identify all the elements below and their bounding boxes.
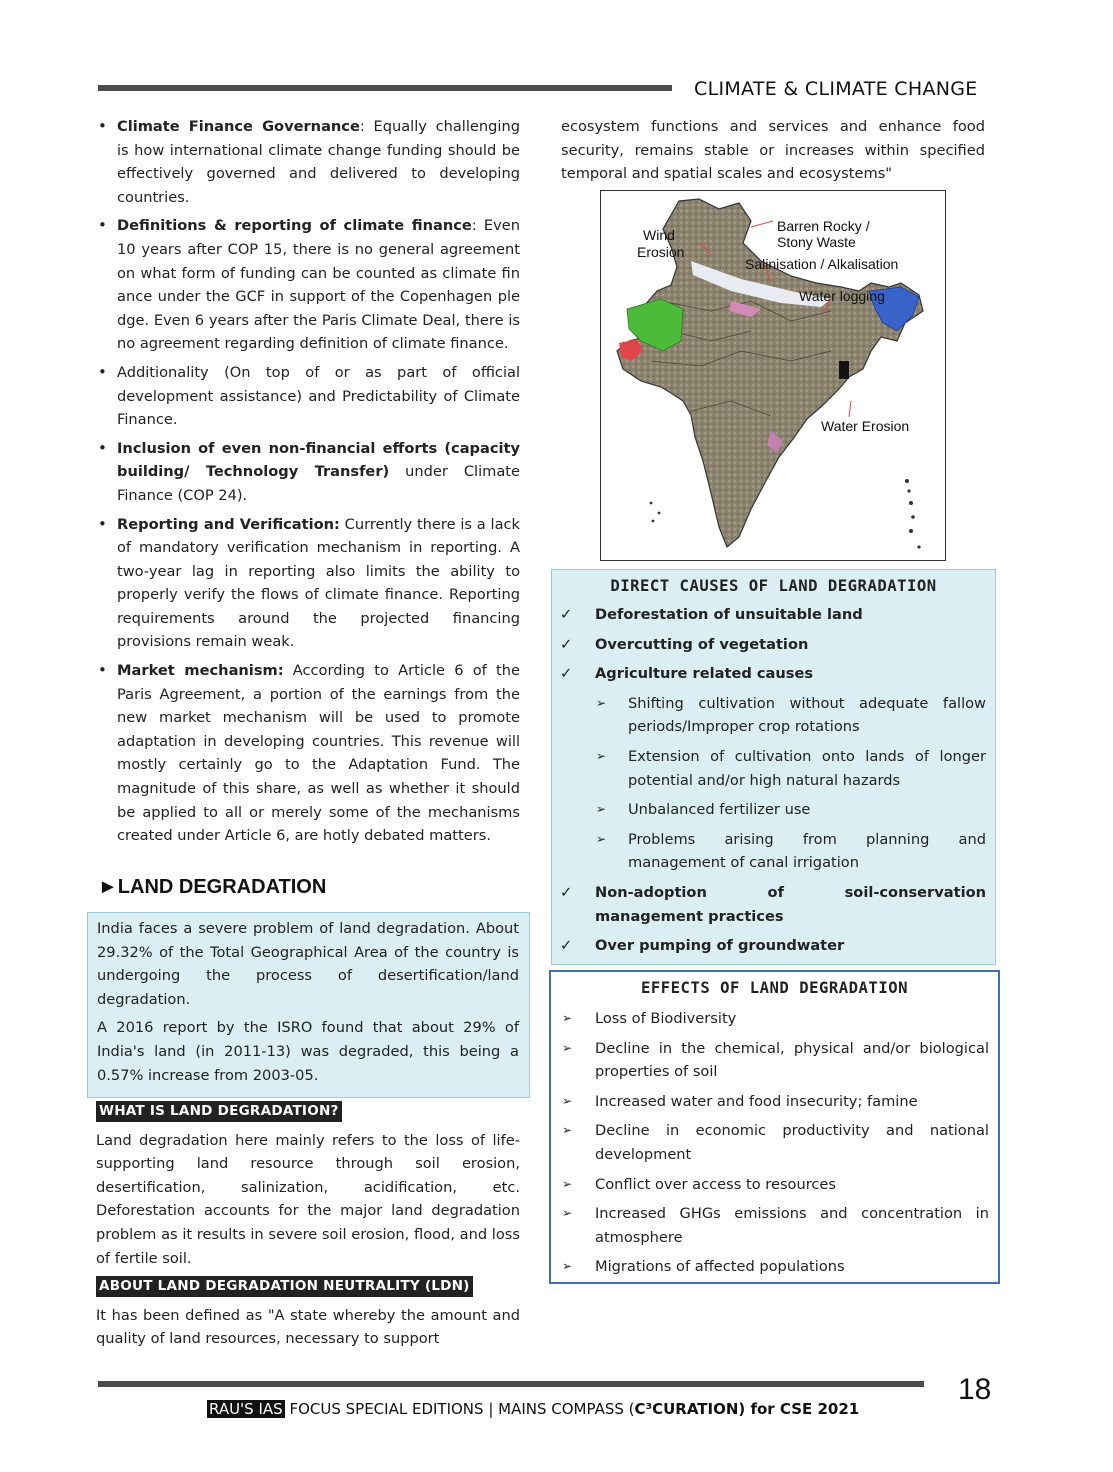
list-item: • Definitions & reporting of climate finance: Even 10 years after COP 15, there is no general agreement on what form of funding can be counted as climate fin ance under the GCF in support of the Copenhagen ple dge. Even 6 years after the Paris Climate Deal, there is no agreement regarding definition of climate finance. <box>96 214 520 356</box>
check-icon: ✓ <box>560 665 573 683</box>
box-title: EFFECTS OF LAND DEGRADATION <box>641 979 908 997</box>
arrow-icon: ➢ <box>562 1259 573 1274</box>
footer-text: RAU'S IAS FOCUS SPECIAL EDITIONS | MAINS COMPASS (C³CURATION) for CSE 2021 <box>209 1400 860 1418</box>
ldn-text: It has been defined as "A state whereby the amount and quality of land resources, necessary to support <box>96 1306 520 1348</box>
right-column-text: ecosystem functions and services and enhance food security, remains stable or increases within specified temporal and spatial scales and ecosystems" <box>561 118 985 183</box>
arrow-icon: ➢ <box>596 748 607 763</box>
arrow-icon: ➢ <box>596 695 607 710</box>
arrow-icon: ➢ <box>562 1123 573 1138</box>
list-item: • Market mechanism: According to Article 6 of the Paris Agreement, a portion of the earnings from the new market mechanism will be used to promote adaptation in developing countries. This revenue will mostly certainly go to the Adaptation Fund. The magnitude of this share, as well as whether it should be applied to all or merely some of the mechanisms created under Article 6, are hotly debated matters. <box>96 659 520 848</box>
arrow-icon: ➢ <box>562 1093 573 1108</box>
svg-text:Stony Waste: Stony Waste <box>777 234 856 250</box>
svg-text:Erosion: Erosion <box>637 244 685 260</box>
india-map-icon <box>601 191 945 560</box>
check-icon: ✓ <box>560 606 573 623</box>
list-item: ➢ Shifting cultivation without adequate fallow periods/Improper crop rotations <box>560 692 986 739</box>
left-column <box>96 115 520 853</box>
box-title: DIRECT CAUSES OF LAND DEGRADATION <box>610 577 937 595</box>
list-item: ➢ Loss of Biodiversity <box>559 1007 989 1031</box>
list-item: • Reporting and Verification: Currently there is a lack of mandatory verification mechanism in reporting. A two-year lag in reporting also limits the ability to properly verify the flows of climate finance. Reporting requirements around the projected financing provisions remain weak. <box>96 513 520 655</box>
list-item: ➢ Unbalanced fertilizer use <box>560 798 986 822</box>
intro-box <box>87 912 530 1098</box>
intro-paragraph: A 2016 report by the ISRO found that about 29% of India's land (in 2011-13) was degraded, this being a 0.57% increase from 2003-05. <box>97 1019 519 1084</box>
list-item: ➢ Migrations of affected populations <box>559 1255 989 1279</box>
list-item: ✓ Non-adoption of soil-conservation management practices <box>560 881 986 928</box>
chapter-title: CLIMATE & CLIMATE CHANGE <box>694 78 978 100</box>
list-item: ✓ Over pumping of groundwater <box>560 934 986 958</box>
section-heading: ►LAND DEGRADATION <box>98 876 327 898</box>
page-number: 18 <box>958 1373 992 1406</box>
svg-text:Water Erosion: Water Erosion <box>821 418 910 434</box>
list-item: ➢ Conflict over access to resources <box>559 1173 989 1197</box>
check-icon: ✓ <box>560 635 573 653</box>
arrow-icon: ➢ <box>596 802 607 817</box>
arrow-icon: ➢ <box>596 831 607 846</box>
svg-text:Wind: Wind <box>643 227 675 243</box>
svg-text:Salinisation / Alkalisation: Salinisation / Alkalisation <box>745 256 899 272</box>
list-item: ➢ Extension of cultivation onto lands of longer potential and/or high natural hazards <box>560 745 986 792</box>
brand-label: RAU'S IAS <box>209 1400 283 1418</box>
list-item: • Inclusion of even non-financial efforts (capacity building/ Technology Transfer) under Climate Finance (COP 24). <box>96 437 520 508</box>
list-item: ➢ Decline in economic productivity and national development <box>559 1119 989 1166</box>
what-is-text: Land degradation here mainly refers to the loss of life-supporting land resource through soil erosion, desertification, salinization, acidification, etc. Deforestation accounts for the major land degradation problem as it results in severe soil erosion, flood, and loss of fertile soil. <box>96 1131 520 1267</box>
list-item: • Additionality (On top of or as part of official development assistance) and Predictability of Climate Finance. <box>96 361 520 432</box>
subheading: WHAT IS LAND DEGRADATION? <box>96 1101 342 1122</box>
subheading: ABOUT LAND DEGRADATION NEUTRALITY (LDN) <box>96 1276 473 1297</box>
list-item: ✓ Overcutting of vegetation <box>560 633 986 657</box>
check-icon: ✓ <box>560 883 573 901</box>
intro-paragraph: India faces a severe problem of land degradation. About 29.32% of the Total Geographical Area of the country is undergoing the process of desertification/land degradation. <box>97 920 519 1008</box>
list-item: ➢ Increased water and food insecurity; famine <box>559 1090 989 1114</box>
india-land-degradation-map <box>600 190 946 561</box>
footer-rule <box>98 1381 924 1387</box>
arrow-icon: ➢ <box>562 1040 573 1055</box>
list-item: ➢ Problems arising from planning and management of canal irrigation <box>560 828 986 875</box>
arrow-icon: ➢ <box>562 1176 573 1191</box>
climate-finance-bullets <box>96 115 520 848</box>
ldn-section <box>96 1274 520 1351</box>
direct-causes-box <box>551 569 996 965</box>
effects-box <box>549 970 1000 1284</box>
causes-list <box>560 603 986 964</box>
what-is-section <box>96 1099 520 1270</box>
arrow-icon: ➢ <box>562 1011 573 1025</box>
check-icon: ✓ <box>560 937 573 955</box>
effects-list <box>559 1007 989 1285</box>
arrow-icon: ➢ <box>562 1206 573 1221</box>
list-item: • Climate Finance Governance: Equally challenging is how international climate change funding should be effectively governed and delivered to developing countries. <box>96 115 520 209</box>
svg-text:Barren Rocky /: Barren Rocky / <box>777 218 870 234</box>
list-item: ➢ Increased GHGs emissions and concentration in atmosphere <box>559 1202 989 1249</box>
list-item: ✓ Deforestation of unsuitable land <box>560 603 986 627</box>
list-item: ➢ Decline in the chemical, physical and/or biological properties of soil <box>559 1037 989 1084</box>
svg-text:Water logging: Water logging <box>799 288 885 304</box>
list-item: ✓ Agriculture related causes <box>560 662 986 686</box>
header-rule <box>98 85 672 91</box>
